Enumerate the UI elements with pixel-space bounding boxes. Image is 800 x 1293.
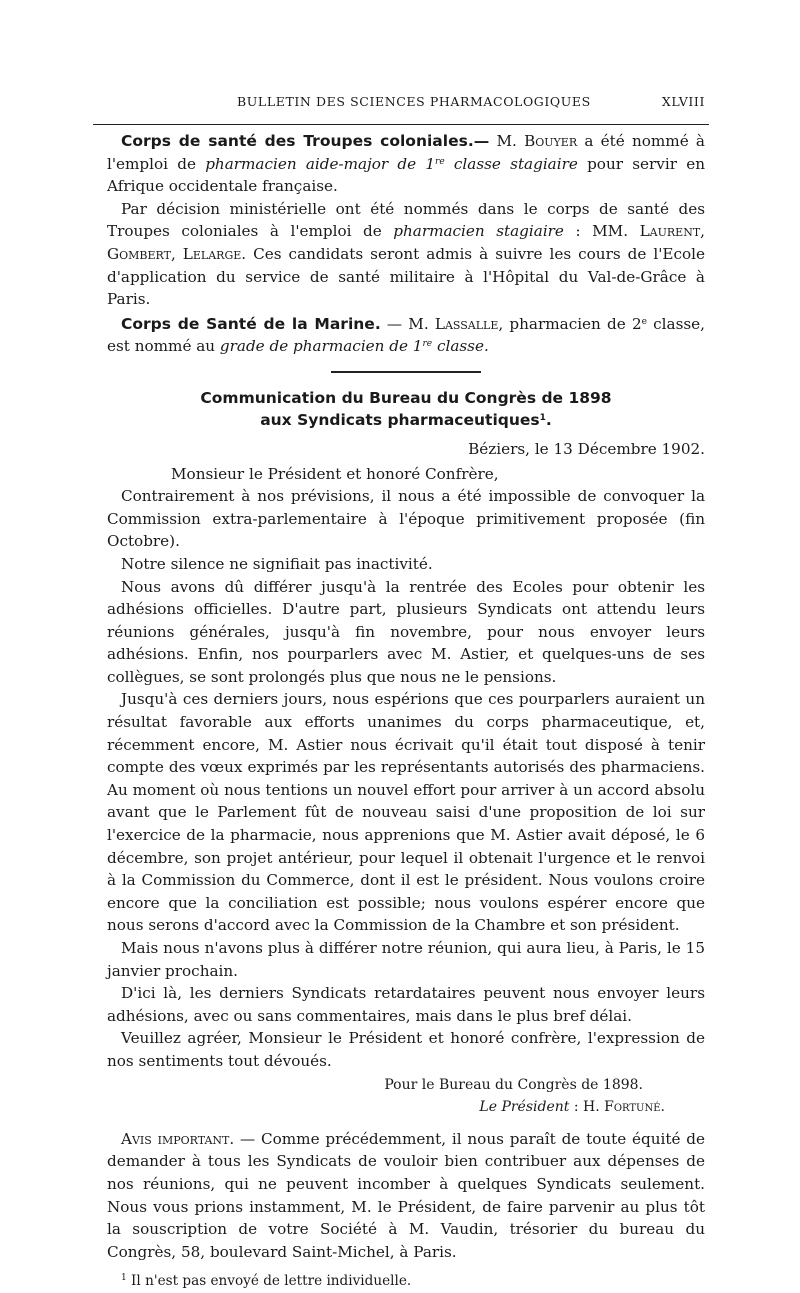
text-fragment: M. [496,132,525,150]
text-fragment: . [660,1099,665,1116]
text-fragment: . [545,410,552,429]
title-line [107,409,705,431]
text-fragment: Il n'est pas envoyé de lettre individuelle. [126,1273,412,1290]
text-fragment: aux Syndicats pharmaceutiques [260,410,540,429]
footnote-marker: 1 [539,412,546,423]
text-fragment: . Ces candidats seront admis à suivre les cours de l'Ecole d'application du service de santé militaire à l'Hôpital du Val-de-Grâce à Paris. [107,244,706,309]
text-fragment: — Comme précédemment, il nous paraît de toute équité de demander à tous les Syndicats de vouloir bien contribuer aux dépenses de nos réunions, qui ne peuvent incomber à quelques Syndicats seulement. Nous vous prions instamment, M. le Président, de faire parvenir au plus tôt la souscription de votre Société à M. Vaudin, trésorier du bureau du Congrès, 58, boulevard Saint-Michel, à Paris. [107,1129,705,1261]
navy-heading: Corps de Santé de la Marine. [121,314,381,333]
person-name: Bouyer [524,132,578,150]
italic-fragment [205,155,578,173]
letter-dateline: Béziers, le 13 Décembre 1902. [468,439,705,458]
text-fragment: classe. [432,337,489,356]
text-fragment: : H. [569,1099,605,1116]
superscript: re [435,156,445,167]
notice-label: Avis important. [121,1129,235,1148]
person-names: Laurent, Gombert, Lelarge [107,222,705,263]
text-fragment: Le Président [479,1099,570,1116]
text-fragment: Par décision ministérielle ont été nommés dans le corps de santé des Troupes coloniales à l'emploi de [107,199,705,241]
letter-paragraph: Contrairement à nos prévisions, il nous a été impossible de convoquer la Commission extra-parlementaire à l'époque primitivement proposée (fin Octobre). [107,487,705,551]
text-fragment: : MM. [563,222,640,241]
communication-title [107,387,705,431]
header-rule [93,124,709,125]
text-fragment: classe, est nommé au [107,314,705,356]
page-number: XLVIII [661,94,705,109]
footnote [107,1270,705,1293]
signature-president [107,1096,665,1119]
person-name: Lassalle [434,314,499,333]
signature-line: Pour le Bureau du Congrès de 1898. [384,1076,643,1093]
footnote-marker: 1 [121,1273,127,1284]
italic-fragment [220,337,489,355]
letter-paragraph: Veuillez agréer, Monsieur le Président et honoré confrère, l'expression de nos sentiments tout dévoués. [107,1029,705,1070]
letter-paragraph: D'ici là, les derniers Syndicats retardataires peuvent nous envoyer leurs adhésions, avec ou sans commentaires, mais dans le plus bref délai. [107,984,705,1025]
colonial-troops-paragraph [107,130,705,198]
title-line: Communication du Bureau du Congrès de 1898 [200,388,612,407]
text-fragment: a été nommé à l'emploi de [107,132,705,173]
italic-fragment: pharmacien stagiaire [393,222,564,241]
letter-paragraph: Notre silence ne signifiait pas inactivité. [121,554,433,573]
text-fragment: grade de pharmacien de 1 [219,337,423,356]
page-header [107,92,705,114]
section-separator [331,371,481,373]
letter-salutation: Monsieur le Président et honoré Confrère, [171,464,499,483]
superscript: re [422,339,433,350]
person-name: Fortuné [604,1099,661,1116]
page-body [107,130,705,1293]
superscript: e [641,316,647,327]
text-fragment: , pharmacien de 2 [498,314,642,333]
navy-paragraph [107,313,705,358]
nominations-paragraph [107,198,705,311]
letter-paragraph: Nous avons dû différer jusqu'à la rentrée des Ecoles pour obtenir les adhésions officielles. D'autre part, plusieurs Syndicats ont attendu leurs réunions générales, jusqu'à fin novembre, pour nous envoyer leurs adhésions. Enfin, nos pourparlers avec M. Astier, et quelques-uns de ses collègues, se sont prolongés plus que nous ne le pensions. [107,577,705,686]
text-fragment: — M. [380,314,435,333]
important-notice [107,1128,705,1264]
running-head: BULLETIN DES SCIENCES PHARMACOLOGIQUES [237,94,591,109]
text-fragment: classe stagiaire [444,154,578,173]
text-fragment: pour servir en Afrique occidentale française. [107,154,705,196]
letter-paragraph: Jusqu'à ces derniers jours, nous espérions que ces pourparlers auraient un résultat favorable aux efforts unanimes du corps pharmaceutique, et, récemment encore, M. Astier nous écrivait qu'il était tout disposé à tenir compte des vœux exprimés par les représentants autorisés des pharmaciens. Au moment où nous tentions un nouvel effort pour arriver à un accord absolu avant que le Parlement fût de nouveau saisi d'une proposition de loi sur l'exercice de la pharmacie, nous apprenions que M. Astier avait déposé, le 6 décembre, son projet antérieur, pour lequel il obtenait l'urgence et le renvoi à la Commission du Commerce, dont il est le président. Nous voulons croire encore que la conciliation est possible; nous voulons espérer encore que nous serons d'accord avec la Commission de la Chambre et son président. [107,690,705,935]
letter-paragraph: Mais nous n'avons plus à différer notre réunion, qui aura lieu, à Paris, le 15 janvier prochain. [107,939,705,980]
text-fragment: pharmacien aide-major de 1 [205,154,436,173]
colonial-troops-heading: Corps de santé des Troupes coloniales.— [121,132,490,150]
